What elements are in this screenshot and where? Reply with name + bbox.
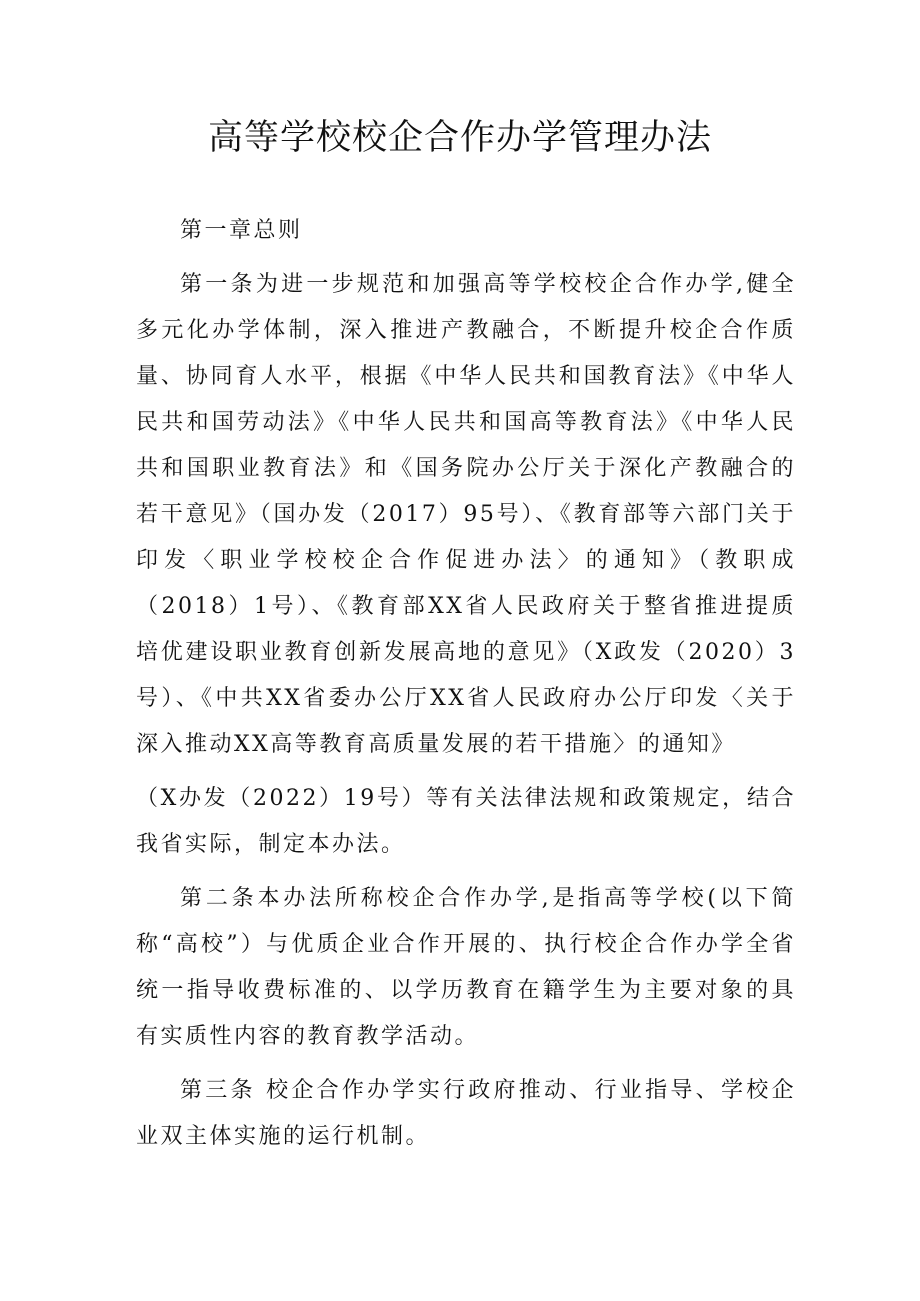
article-3-paragraph: 第三条 校企合作办学实行政府推动、行业指导、学校企业双主体实施的运行机制。 <box>136 1078 796 1149</box>
document-title: 高等学校校企合作办学管理办法 <box>207 118 712 158</box>
article-2-paragraph: 第二条本办法所称校企合作办学,是指高等学校(以下简称“高校”）与优质企业合作开展的、执行校企合作办学全省统一指导收费标准的、以学历教育在籍学生为主要对象的具有实质性内容的教育教学活动。 <box>136 886 796 1049</box>
article-1-paragraph: 第一条为进一步规范和加强高等学校校企合作办学,健全多元化办学体制，深入推进产教融合，不断提升校企合作质量、协同育人水平，根据《中华人民共和国教育法》《中华人民共和国劳动法》《中华人民共和国高等教育法》《中华人民共和国职业教育法》和《国务院办公厅关于深化产教融合的若干意见》（国办发（2017）95号）、《教育部等六部门关于印发〈职业学校校企合作促进办法〉的通知》（教职成（2018）1号）、《教育部XX省人民政府关于整省推进提质培优建设职业教育创新发展高地的意见》（X政发（2020）3号）、《中共XX省委办公厅XX省人民政府办公厅印发〈关于深入推动XX高等教育高质量发展的若干措施〉的通知》 <box>136 272 796 757</box>
document-body <box>136 208 796 1168</box>
chapter-heading: 第一章总则 <box>180 218 303 243</box>
article-1-continuation: （X办发（2022）19号）等有关法律法规和政策规定，结合我省实际，制定本办法。 <box>136 786 796 857</box>
